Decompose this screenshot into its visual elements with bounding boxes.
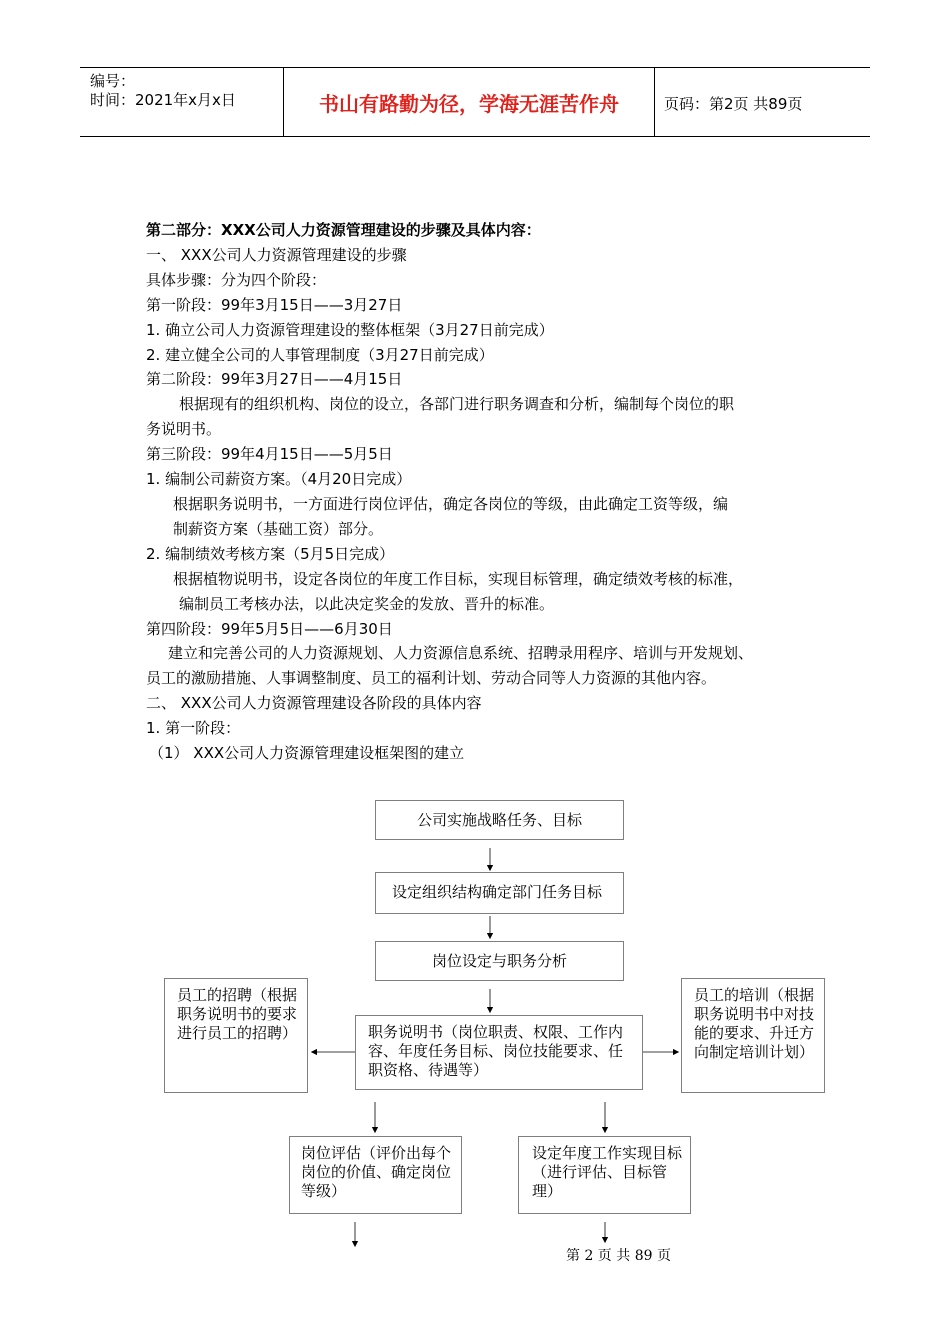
text-line: 根据现有的组织机构、岗位的设立，各部门进行职务调查和分析，编制每个岗位的职: [179, 395, 735, 414]
text-line: 2. 编制绩效考核方案（5月5日完成）: [146, 544, 395, 563]
text-line: 第四阶段：99年5月5日——6月30日: [146, 619, 393, 638]
text-line: （1） XXX公司人力资源管理建设框架图的建立: [149, 744, 465, 763]
flow-box-label: 设定年度工作实现目标（进行评估、目标管理）: [532, 1144, 683, 1200]
flow-box-label: 员工的培训（根据职务说明书中对技能的要求、升迁方向制定培训计划）: [694, 986, 815, 1061]
header-page-info: 页码：第2页 共89页: [664, 95, 803, 113]
flow-box-label: 设定组织结构确定部门任务目标: [392, 883, 603, 901]
number-label: 编号：: [90, 72, 136, 90]
flow-box-label: 员工的招聘（根据职务说明书的要求进行员工的招聘）: [177, 986, 298, 1042]
header-motto: 书山有路勤为径，学海无涯苦作舟: [319, 91, 619, 116]
text-line: 员工的激励措施、人事调整制度、员工的福利计划、劳动合同等人力资源的其他内容。: [146, 669, 717, 688]
text-line: 编制员工考核办法，以此决定奖金的发放、晋升的标准。: [179, 594, 555, 613]
text-line: 制薪资方案（基础工资）部分。: [173, 519, 384, 538]
text-line: 1. 确立公司人力资源管理建设的整体框架（3月27日前完成）: [146, 320, 554, 339]
flow-box-label: 岗位设定与职务分析: [431, 951, 567, 970]
page-footer: 第 2 页 共 89 页: [566, 1248, 671, 1264]
time-label: 时间：2021年x月x日: [90, 91, 236, 109]
text-line: 根据植物说明书，设定各岗位的年度工作目标，实现目标管理，确定绩效考核的标准，: [173, 569, 744, 588]
text-line: 1. 编制公司薪资方案。（4月20日完成）: [146, 470, 412, 489]
text-line: 2. 建立健全公司的人事管理制度（3月27日前完成）: [146, 345, 494, 364]
text-line: 第三阶段：99年4月15日——5月5日: [146, 445, 393, 464]
text-line: 建立和完善公司的人力资源规划、人力资源信息系统、招聘录用程序、培训与开发规划、: [168, 644, 754, 663]
text-line: 具体步骤：分为四个阶段：: [146, 270, 327, 289]
flow-box-label: 岗位评估（评价出每个岗位的价值、确定岗位等级）: [301, 1144, 452, 1200]
flow-box-label: 职务说明书（岗位职责、权限、工作内容、年度任务目标、岗位技能要求、任职资格、待遇等）: [368, 1023, 624, 1079]
text-line: 一、 XXX公司人力资源管理建设的步骤: [146, 245, 407, 264]
text-line: 务说明书。: [146, 420, 222, 439]
text-line: 第二阶段：99年3月27日——4月15日: [146, 370, 403, 389]
flow-box-label: 公司实施战略任务、目标: [416, 810, 582, 829]
text-line: 根据职务说明书，一方面进行岗位评估，确定各岗位的等级，由此确定工资等级，编: [173, 494, 729, 513]
text-line: 1. 第一阶段：: [146, 719, 241, 738]
text-line: 二、 XXX公司人力资源管理建设各阶段的具体内容: [146, 694, 482, 713]
text-line: 第一阶段：99年3月15日——3月27日: [146, 295, 403, 314]
section-heading: 第二部分：XXX公司人力资源管理建设的步骤及具体内容：: [146, 221, 541, 239]
